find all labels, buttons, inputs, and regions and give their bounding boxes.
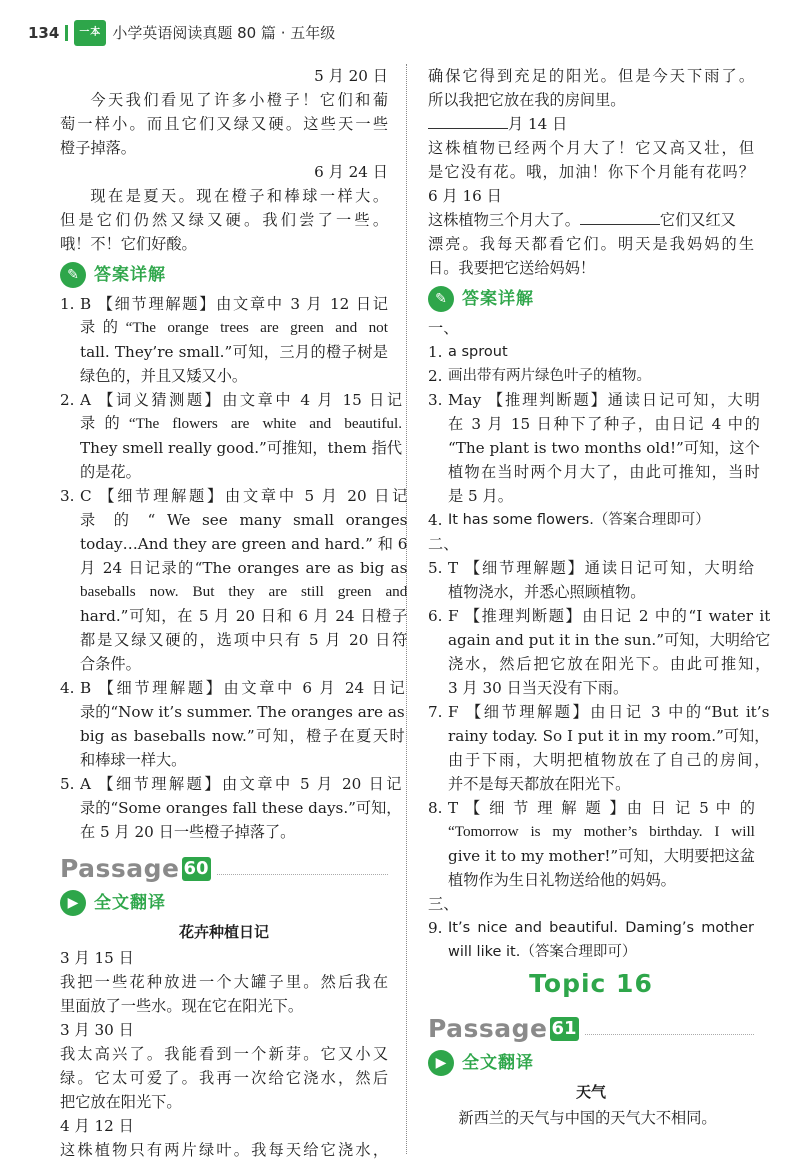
article-text: 新西兰的天气与中国的天气大不相同。: [458, 1109, 717, 1127]
answer-text: 在 5 月 20 日一些橙子掉落了。: [80, 823, 296, 841]
page-number: 134: [28, 24, 60, 42]
answer-item: [428, 796, 754, 892]
diary-text: 确保它得到充足的阳光。但是今天下雨了。: [428, 67, 754, 85]
answer-text: It’s nice and beautiful. Daming’s mother: [448, 920, 754, 936]
answer-item: [428, 604, 771, 700]
answer-text: 由于下雨，大明把植物放在了自己的房间，: [448, 751, 770, 769]
diary-text: 日。我要把它送给妈妈！: [428, 259, 596, 277]
answer-item: [60, 388, 403, 484]
answer-text: big as baseballs now.”可知，橙子在夏天时: [80, 727, 405, 745]
fill-in-blank: [428, 113, 508, 129]
fill-in-blank: [580, 209, 660, 225]
diary-date: 3 月 30 日: [60, 1021, 134, 1039]
answer-text: 3 月 30 日当天没有下雨。: [448, 679, 629, 697]
article-title: 天气: [575, 1083, 606, 1101]
header-divider: [65, 25, 68, 41]
diary-text: 把它放在阳光下。: [60, 1093, 182, 1111]
answer-text: 绿色的，并且又矮又小。: [80, 367, 248, 385]
page-header: [28, 20, 335, 46]
answer-number: 4.: [428, 511, 443, 529]
section-title: 答案详解: [462, 289, 534, 309]
answer-item: [428, 508, 754, 532]
answer-text: again and put it in the sun.”可知，大明给它: [448, 631, 771, 649]
diary-text: 这株植物只有两片绿叶。我每天给它浇水，: [60, 1141, 388, 1159]
diary-title: 花卉种植日记: [178, 923, 269, 941]
passage-label: Passage: [60, 854, 180, 883]
answer-number: 4.: [60, 679, 75, 697]
answer-section-header: [60, 258, 388, 292]
answer-text: B 【细节理解题】由文章中 3 月 12 日记: [80, 295, 388, 313]
diary-text-with-blank: [428, 208, 754, 232]
answer-item: [428, 340, 754, 364]
answer-text: 和棒球一样大。: [80, 751, 187, 769]
answer-text: 录的“Some oranges fall these days.”可知，: [80, 799, 402, 817]
diary-date: 3 月 15 日: [60, 949, 134, 967]
answer-text: A 【细节理解题】由文章中 5 月 20 日记: [80, 775, 402, 793]
diary-text: 橙子掉落。: [60, 139, 136, 157]
answer-text: baseballs now. But they are still green and: [80, 583, 408, 600]
answer-text: 录 的 “ We see many small oranges: [80, 511, 408, 529]
answer-number: 7.: [428, 703, 443, 721]
answer-item: [428, 916, 754, 964]
answer-text: T 【 细 节 理 解 题 】由 日 记 5 中 的: [448, 799, 755, 817]
diary-date: 6 月 16 日: [428, 187, 502, 205]
play-icon: ▶: [428, 1050, 454, 1076]
answer-item: [428, 556, 754, 604]
diary-date: 5 月 20 日: [314, 67, 388, 85]
diary-text: 今天我们看见了许多小橙子！它们和葡: [90, 91, 388, 109]
answer-number: 1.: [60, 295, 75, 313]
answer-text: 录的“The orange trees are green and not: [80, 319, 388, 336]
section-title: 答案详解: [94, 265, 166, 285]
answer-text: A 【词义猜测题】由文章中 4 月 15 日记: [80, 391, 403, 409]
diary-text: 我太高兴了。我能看到一个新芽。它又小又: [60, 1045, 388, 1063]
answer-text: F 【细节理解题】由日记 3 中的“But it’s: [448, 703, 770, 721]
topic-heading: Topic 16: [529, 969, 653, 998]
answer-text: “Tomorrow is my mother’s birthday. I will: [448, 823, 755, 840]
diary-text: 现在是夏天。现在橙子和棒球一样大。: [90, 187, 388, 205]
answer-item: [428, 388, 760, 508]
answer-text: 在 3 月 15 日种下了种子，由日记 4 中的: [448, 415, 760, 433]
answer-text: tall. They’re small.”可知，三月的橙子树是: [80, 343, 388, 361]
answer-text: 是 5 月。: [448, 487, 513, 505]
answer-text: 都是又绿又硬的，选项中只有 5 月 20 日符: [80, 631, 408, 649]
passage-number: 61: [551, 1018, 577, 1039]
answer-number: 1.: [428, 343, 443, 361]
answer-text: 录的“Now it’s summer. The oranges are as: [80, 703, 405, 721]
answer-text: B 【细节理解题】由文章中 6 月 24 日记: [80, 679, 405, 697]
answer-item: [60, 292, 388, 388]
diary-text: 里面放了一些水。现在它在阳光下。: [60, 997, 303, 1015]
section-title: 全文翻译: [462, 1053, 534, 1073]
answer-item: [60, 772, 402, 844]
answer-text: a sprout: [448, 344, 508, 360]
diary-text: 所以我把它放在我的房间里。: [428, 91, 626, 109]
answer-text: 植物作为生日礼物送给他的妈妈。: [448, 871, 676, 889]
diary-text: 漂亮。我每天都看它们。明天是我妈妈的生: [428, 235, 754, 253]
answer-text: hard.”可知，在 5 月 20 日和 6 月 24 日橙子: [80, 607, 408, 625]
answer-item: [428, 364, 754, 388]
answer-text: It has some flowers.（答案合理即可）: [448, 512, 710, 528]
translation-section-header: [428, 1046, 754, 1080]
answer-text: May 【推理判断题】通读日记可知，大明: [448, 391, 760, 409]
answer-text: today…And they are green and hard.” 和 6: [80, 535, 408, 553]
passage-dotted-rule: [217, 874, 388, 875]
translation-section-header: [60, 886, 388, 920]
answer-text: 合条件。: [80, 655, 141, 673]
brand-logo: 一本: [74, 20, 106, 46]
passage-heading: [60, 848, 388, 884]
play-icon: ▶: [60, 890, 86, 916]
part-label: 一、: [428, 319, 459, 337]
diary-date-blank: [428, 112, 754, 136]
answer-text: C 【细节理解题】由文章中 5 月 20 日记: [80, 487, 408, 505]
pencil-icon: ✎: [428, 286, 454, 312]
right-column: [428, 64, 771, 1130]
diary-text: 它们又红又: [659, 211, 736, 229]
answer-text: T 【细节理解题】通读日记可知，大明给: [448, 559, 754, 577]
diary-text: 但是它们仍然又绿又硬。我们尝了一些。: [60, 211, 388, 229]
answer-number: 2.: [60, 391, 75, 409]
answer-number: 9.: [428, 919, 443, 937]
answer-text: 画出带有两片绿色叶子的植物。: [448, 368, 651, 384]
passage-dotted-rule: [585, 1034, 754, 1035]
answer-number: 8.: [428, 799, 443, 817]
answer-number: 2.: [428, 367, 443, 385]
diary-date: 4 月 12 日: [60, 1117, 134, 1135]
diary-date: 6 月 24 日: [314, 163, 388, 181]
answer-text: They smell really good.”可推知，them 指代: [80, 439, 403, 457]
answer-text: 浇水，然后把它放在阳光下。由此可推知，: [448, 655, 771, 673]
diary-text: 这株植物已经两个月大了！它又高又壮，但: [428, 139, 754, 157]
passage-number: 60: [183, 858, 209, 879]
section-title: 全文翻译: [94, 893, 166, 913]
diary-text: 是它没有花。哦，加油！你下个月能有花吗？: [428, 163, 754, 181]
diary-text: 这株植物三个月大了。: [428, 211, 580, 229]
part-label: 二、: [428, 535, 459, 553]
answer-number: 3.: [428, 391, 443, 409]
answer-number: 6.: [428, 607, 443, 625]
answer-item: [60, 484, 408, 676]
answer-text: 并不是每天都放在阳光下。: [448, 775, 631, 793]
answer-text: 的是花。: [80, 463, 141, 481]
diary-text: 我把一些花种放进一个大罐子里。然后我在: [60, 973, 388, 991]
diary-text: 绿。它太可爱了。我再一次给它浇水，然后: [60, 1069, 388, 1087]
diary-text: 哦！不！它们好酸。: [60, 235, 197, 253]
answer-number: 5.: [428, 559, 443, 577]
answer-item: [60, 676, 405, 772]
answer-item: [428, 700, 770, 796]
answer-number: 3.: [60, 487, 75, 505]
diary-date: 月 14 日: [508, 115, 568, 133]
answer-text: give it to my mother!”可知，大明要把这盆: [448, 847, 755, 865]
answer-text: “The plant is two months old!”可知，这个: [448, 439, 760, 457]
answer-text: 录的“The flowers are white and beautiful.: [80, 415, 403, 432]
left-column: [60, 64, 408, 1162]
passage-label: Passage: [428, 1014, 548, 1043]
answer-text: F 【推理判断题】由日记 2 中的“I water it: [448, 607, 771, 625]
passage-heading: [428, 1008, 754, 1044]
answer-section-header: [428, 282, 754, 316]
diary-text: 萄一样小。而且它们又绿又硬。这些天一些: [60, 115, 388, 133]
answer-text: rainy today. So I put it in my room.”可知，: [448, 727, 770, 745]
part-label: 三、: [428, 895, 459, 913]
answer-text: 植物在当时两个月大了，由此可推知，当时: [448, 463, 760, 481]
pencil-icon: ✎: [60, 262, 86, 288]
answer-number: 5.: [60, 775, 75, 793]
answer-text: will like it.（答案合理即可）: [448, 944, 637, 960]
book-title: 小学英语阅读真题 80 篇 · 五年级: [112, 24, 336, 42]
answer-text: 植物浇水，并悉心照顾植物。: [448, 583, 646, 601]
answer-text: 月 24 日记录的“The oranges are as big as: [80, 559, 408, 577]
